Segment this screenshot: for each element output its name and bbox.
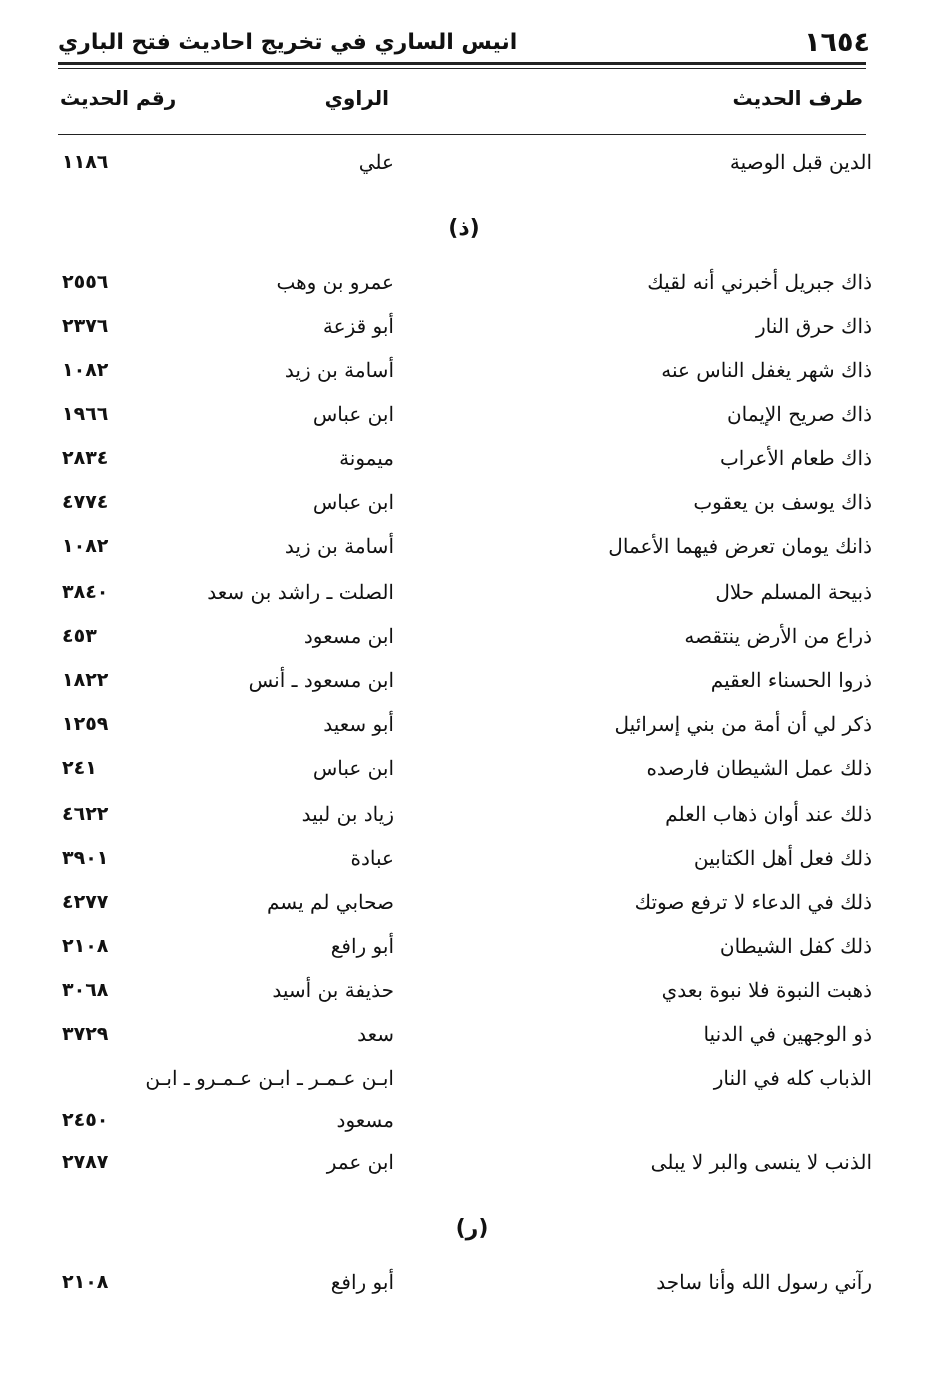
header-rule-thick [58,62,866,65]
section-letter-ra: (ر) [455,1216,489,1241]
hadith-number: ٤٥٣ [62,625,97,647]
table-row [58,616,878,656]
hadith-tarf: ذاك حرق النار [755,314,872,338]
hadith-rawi: أبو رافع [330,934,394,958]
column-header-rawi: الراوي [324,86,389,110]
hadith-number: ٣٩٠١ [62,847,109,869]
hadith-rawi: أسامة بن زيد [284,534,394,558]
hadith-rawi: صحابي لم يسم [266,890,394,914]
hadith-rawi: ميمونة [339,446,394,470]
hadith-number: ٢١٠٨ [62,935,109,957]
table-row [58,748,878,788]
hadith-number: ١١٨٦ [62,151,109,173]
hadith-rawi: عبادة [350,846,394,870]
hadith-number: ١٠٨٢ [62,535,109,557]
hadith-tarf: ذلك كفل الشيطان [719,934,872,958]
hadith-number: ٢٥٥٦ [62,271,109,293]
hadith-rawi: علي [358,150,394,174]
table-row [58,262,878,302]
book-title: انيس الساري في تخريج احاديث فتح الباري [58,29,518,55]
hadith-rawi: زياد بن لبيد [301,802,394,826]
hadith-number: ١٨٢٢ [62,669,109,691]
hadith-number: ٤٧٧٤ [62,491,109,513]
hadith-tarf: ذانك يومان تعرض فيهما الأعمال [608,534,872,558]
table-row [58,1142,878,1182]
table-row [58,572,878,612]
hadith-tarf: ذهبت النبوة فلا نبوة بعدي [661,978,872,1002]
hadith-tarf: ذلك عند أوان ذهاب العلم [665,802,872,826]
hadith-number: ٢٣٧٦ [62,315,109,337]
hadith-tarf: ذاك جبريل أخبرني أنه لقيك [647,270,872,294]
hadith-number: ٣٠٦٨ [62,979,109,1001]
table-row [58,1058,878,1098]
hadith-rawi: مسعود [336,1108,394,1132]
table-row [58,794,878,834]
table-row [58,482,878,522]
column-header-tarf: طرف الحديث [732,86,863,110]
hadith-rawi: أسامة بن زيد [284,358,394,382]
hadith-tarf: ذاك شهر يغفل الناس عنه [661,358,872,382]
table-row [58,970,878,1010]
hadith-rawi: ابن مسعود [303,624,394,648]
hadith-tarf: ذلك في الدعاء لا ترفع صوتك [634,890,872,914]
hadith-number: ٤٦٢٢ [62,803,109,825]
hadith-number: ٢٤٥٠ [62,1109,109,1131]
hadith-rawi: أبو قزعة [322,314,394,338]
running-head [58,22,870,62]
hadith-number: ٣٨٤٠ [62,581,109,603]
hadith-tarf: ذكر لي أن أمة من بني إسرائيل [614,712,872,736]
hadith-number: ٢٧٨٧ [62,1151,109,1173]
hadith-rawi: ابن عباس [312,490,394,514]
table-row [58,1014,878,1054]
table-row [58,142,878,182]
hadith-rawi: عمرو بن وهب [276,270,394,294]
hadith-tarf: ذلك عمل الشيطان فارصده [646,756,872,780]
column-header-raqm: رقم الحديث [60,86,177,110]
hadith-tarf: ذو الوجهين في الدنيا [703,1022,872,1046]
hadith-rawi: ابن عباس [312,402,394,426]
hadith-rawi: ابن مسعود ـ أنس [248,668,394,692]
hadith-rawi: الصلت ـ راشد بن سعد [207,580,394,604]
hadith-rawi: سعد [357,1022,394,1046]
column-header-rule [58,134,866,135]
hadith-number: ٢٨٣٤ [62,447,109,469]
hadith-tarf: رآني رسول الله وأنا ساجد [656,1270,872,1294]
hadith-rawi: حذيفة بن أسيد [272,978,394,1002]
hadith-rawi: أبو رافع [330,1270,394,1294]
hadith-tarf: الذباب كله في النار [713,1066,872,1090]
table-row [58,394,878,434]
hadith-number: ١٠٨٢ [62,359,109,381]
table-row [58,660,878,700]
table-row [58,1262,878,1302]
hadith-tarf: ذاك صريح الإيمان [726,402,872,426]
hadith-number: ١٢٥٩ [62,713,109,735]
hadith-tarf: الذنب لا ينسى والبر لا يبلى [650,1150,872,1174]
hadith-tarf: ذاك طعام الأعراب [719,446,872,470]
table-row [58,838,878,878]
hadith-rawi: ابـن عـمـر ـ ابـن عـمـرو ـ ابـن [145,1066,394,1090]
table-row [58,438,878,478]
hadith-rawi: أبو سعيد [323,712,394,736]
hadith-tarf: ذبيحة المسلم حلال [715,580,872,604]
table-row [58,350,878,390]
hadith-number: ٢٤١ [62,757,97,779]
table-row [58,526,878,566]
hadith-number: ٢١٠٨ [62,1271,109,1293]
hadith-tarf: الدين قبل الوصية [729,150,872,174]
page-number: ١٦٥٤ [804,26,870,58]
hadith-rawi: ابن عمر [326,1150,394,1174]
header-rule-thin [58,68,866,69]
table-row [58,882,878,922]
hadith-number: ١٩٦٦ [62,403,109,425]
hadith-tarf: ذاك يوسف بن يعقوب [693,490,872,514]
hadith-tarf: ذلك فعل أهل الكتابين [693,846,872,870]
hadith-number: ٤٢٧٧ [62,891,109,913]
table-row [58,306,878,346]
hadith-number: ٣٧٢٩ [62,1023,109,1045]
hadith-tarf: ذروا الحسناء العقيم [710,668,872,692]
table-row [58,926,878,966]
table-row [58,1100,878,1140]
section-letter-dhal: (ذ) [448,216,480,241]
hadith-rawi: ابن عباس [312,756,394,780]
table-row [58,704,878,744]
hadith-tarf: ذراع من الأرض ينتقصه [684,624,872,648]
